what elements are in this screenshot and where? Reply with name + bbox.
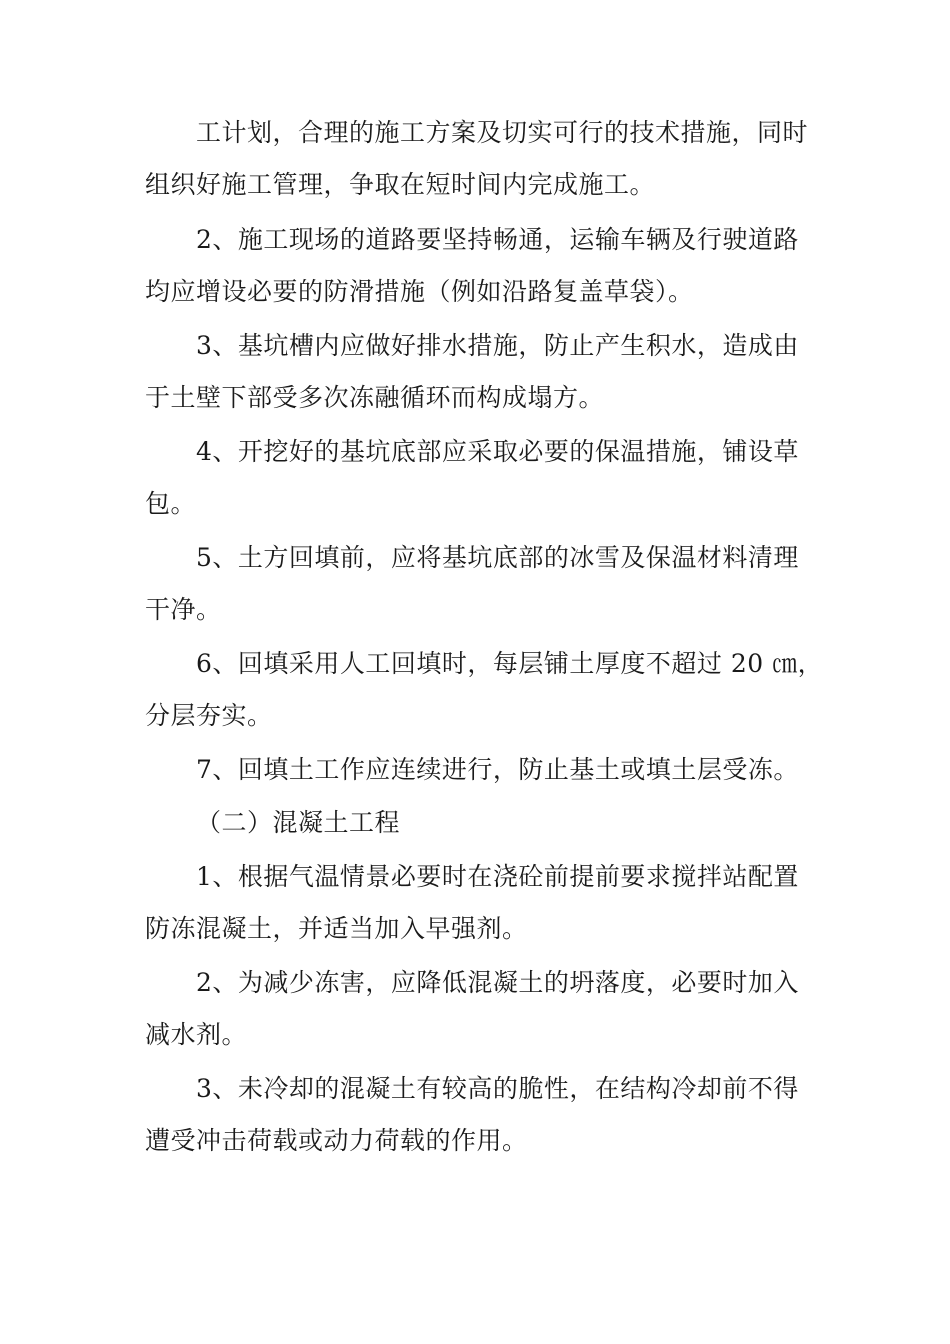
text-line: 防冻混凝土，并适当加入早强剂。 (145, 914, 528, 943)
text-line: 1、根据气温情景必要时在浇砼前提前要求搅拌站配置 (196, 862, 799, 891)
text-line: 工计划，合理的施工方案及切实可行的技术措施，同时 (196, 118, 809, 147)
text-line: 2、为减少冻害，应降低混凝土的坍落度，必要时加入 (196, 968, 799, 997)
text-line: 干净。 (145, 595, 222, 624)
text-line: 3、未冷却的混凝土有较高的脆性，在结构冷却前不得 (196, 1074, 799, 1103)
text-line: 分层夯实。 (145, 701, 273, 730)
text-line: 4、开挖好的基坑底部应采取必要的保温措施，铺设草 (196, 437, 799, 466)
section-heading: （二）混凝土工程 (196, 808, 401, 837)
text-line: 3、基坑槽内应做好排水措施，防止产生积水，造成由 (196, 331, 799, 360)
text-line: 遭受冲击荷载或动力荷载的作用。 (145, 1126, 528, 1155)
text-line: 于土壁下部受多次冻融循环而构成塌方。 (145, 383, 605, 412)
text-line: 6、回填采用人工回填时，每层铺土厚度不超过 20 ㎝， (196, 649, 824, 678)
text-line: 组织好施工管理，争取在短时间内完成施工。 (145, 170, 656, 199)
text-line: 减水剂。 (145, 1020, 248, 1049)
text-line: 包。 (145, 489, 197, 518)
text-line: 7、回填土工作应连续进行，防止基土或填土层受冻。 (196, 755, 799, 784)
text-line: 均应增设必要的防滑措施（例如沿路复盖草袋）。 (145, 277, 694, 306)
text-line: 2、施工现场的道路要坚持畅通，运输车辆及行驶道路 (196, 225, 799, 254)
text-line: 5、土方回填前，应将基坑底部的冰雪及保温材料清理 (196, 543, 799, 572)
